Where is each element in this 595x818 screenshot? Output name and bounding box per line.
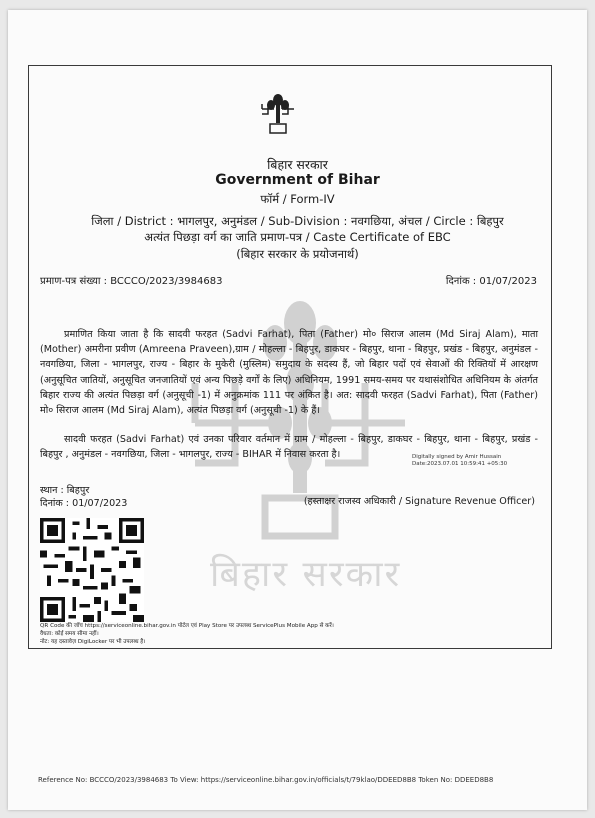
certificate-date: दिनांक : 01/07/2023	[445, 276, 537, 287]
certificate-title: अत्यंत पिछड़ा वर्ग का जाति प्रमाण-पत्र / Caste Certificate of EBC	[144, 230, 451, 244]
digital-signature-note	[412, 454, 507, 468]
place-block	[40, 484, 127, 510]
location-line: जिला / District : भागलपुर, अनुमंडल / Sub-Division : नवगछिया, अंचल / Circle : बिहपुर	[91, 214, 504, 228]
certificate-number: प्रमाण-पत्र संख्या : BCCCO/2023/3984683	[40, 276, 223, 287]
govt-hindi-title: बिहार सरकार	[267, 157, 328, 172]
qr-code	[40, 518, 144, 622]
qr-note-digilocker: नोट: यह दस्तावेज़ DigiLocker पर भी उपलब्ध है।	[40, 638, 146, 645]
reference-footer: Reference No: BCCCO/2023/3984683 To View: https://serviceonline.bihar.gov.in/officials/t/79klao/DDEED8B8 Token No: DDEED8B8	[38, 776, 494, 784]
purpose-line: (बिहार सरकार के प्रयोजनार्थ)	[236, 247, 359, 261]
officer-signature-label: (हस्ताक्षर राजस्व अधिकारी / Signature Revenue Officer)	[303, 496, 535, 507]
qr-note-validity: वैधता: कोई समय सीमा नहीं।	[40, 630, 99, 637]
bihar-emblem-logo	[258, 93, 298, 135]
qr-note-verify: QR Code की जाँच https://serviceonline.bihar.gov.in पोर्टल एवं Play Store पर उपलब्ध ServicePlus Mobile App से करें।	[40, 623, 334, 629]
place-line: स्थान : बिहपुर	[40, 485, 90, 496]
form-label: फॉर्म / Form-IV	[260, 192, 335, 206]
qr-notes	[40, 623, 334, 646]
watermark-text: बिहार सरकार	[210, 554, 402, 595]
signature-signer: Digitally signed by Amir Hussain	[412, 454, 502, 460]
certification-paragraph: प्रमाणित किया जाता है कि सादवी फरहत (Sadvi Farhat), पिता (Father) मो० सिराज आलम (Md Siraj Alam), माता (Mother) अमरीना प्रवीण (Amreena Praveen),ग्राम / मोहल्ला - बिहपुर, डाकघर - बिहपुर, थाना - बिहपुर, प्रखंड - बिहपुर, अनुमंडल - नवगछिया, जिला - भागलपुर, राज्य - बिहार के मुकेरी (मुस्लिम) समुदाय के सदस्य हैं, जो बिहार पदों एवं सेवाओं की रिक्तियों में आरक्षण (अनुसूचित जातियों, अनुसूचित जनजातियों एवं अन्य पिछड़े वर्गों के लिए) अधिनियम, 1991 समय-समय पर यथासंशोधित अधिनियम के अंतर्गत बिहार राज्य की अत्यंत पिछड़ा वर्ग (अनुसूची -1) में अनुक्रमांक 111 पर अंकित है। अत: सादवी फरहत (Sadvi Farhat), पिता (Father) मो० सिराज आलम (Md Siraj Alam), अत्यंत पिछड़ा वर्ग (अनुसूची -1) के हैं।	[40, 329, 538, 417]
place-date-line: दिनांक : 01/07/2023	[40, 498, 128, 509]
govt-english-title: Government of Bihar	[215, 172, 380, 188]
signature-date: Date:2023.07.01 10:59:41 +05:30	[412, 461, 508, 467]
residence-paragraph: सादवी फरहत (Sadvi Farhat) एवं उनका परिवार वर्तमान में ग्राम / मोहल्ला - बिहपुर, डाकघर - बिहपुर, थाना - बिहपुर, प्रखंड - बिहपुर , अनुमंडल - नवगछिया, जिला - भागलपुर, राज्य - BIHAR में निवास करता है।	[40, 434, 538, 461]
